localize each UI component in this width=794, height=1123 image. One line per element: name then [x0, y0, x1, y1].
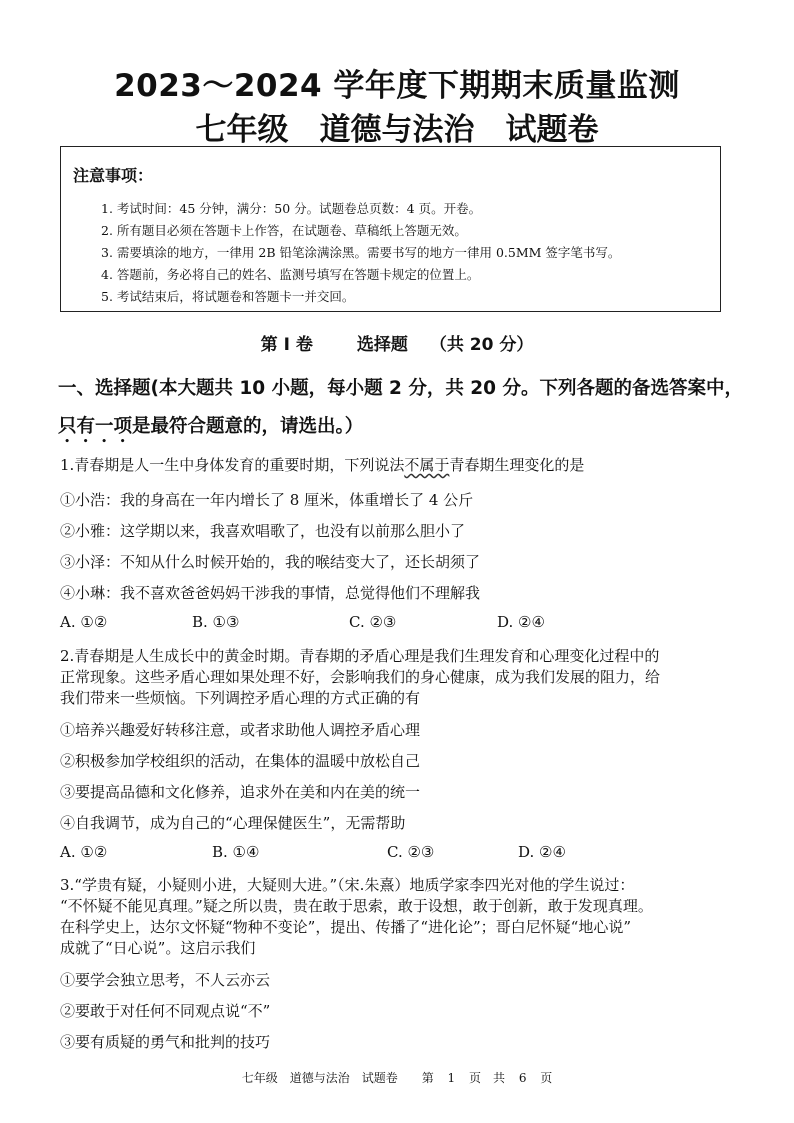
question-1-statement: ③小泽：不知从什么时候开始的，我的喉结变大了，还长胡须了 — [60, 553, 481, 571]
question-3-stem: “不怀疑不能见真理。”疑之所以贵，贵在敢于思索，敢于设想，敢于创新，敢于发现真理。 — [60, 897, 653, 915]
notice-item: 5. 考试结束后，将试题卷和答题卡一并交回。 — [101, 289, 355, 304]
notice-item: 4. 答题前，务必将自己的姓名、监测号填写在答题卡规定的位置上。 — [101, 267, 480, 282]
section-part: 第 I 卷 — [260, 335, 313, 355]
notice-box — [60, 146, 721, 312]
page-footer: 七年级 道德与法治 试题卷 第 1 页 共 6 页 — [241, 1071, 553, 1085]
question-3-stem: 3.“学贵有疑，小疑则小进，大疑则大进。”（宋.朱熹）地质学家李四光对他的学生说过： — [60, 876, 635, 894]
question-3-stem: 成就了“日心说”。这启示我们 — [60, 939, 256, 957]
emphasis-text: 不属于 — [404, 456, 450, 474]
question-2-statement: ④自我调节，成为自己的“心理保健医生”，无需帮助 — [60, 814, 406, 832]
question-1-option-c: C. ②③ — [349, 613, 397, 631]
question-1-statement: ④小琳：我不喜欢爸爸妈妈干涉我的事情，总觉得他们不理解我 — [60, 584, 481, 602]
part-heading-line1: 一、选择题(本大题共 10 小题，每小题 2 分，共 20 分。下列各题的备选答案中， — [58, 378, 743, 399]
question-2-stem: 2.青春期是人生成长中的黄金时期。青春期的矛盾心理是我们生理发育和心理变化过程中的 — [60, 647, 660, 665]
question-1-option-a: A. ①② — [60, 613, 108, 631]
question-2-option-b: B. ①④ — [212, 843, 260, 861]
exam-title-line1: 2023～2024 学年度下期期末质量监测 — [114, 68, 680, 104]
question-3-statement: ①要学会独立思考，不人云亦云 — [60, 971, 271, 989]
notice-item: 2. 所有题目必须在答题卡上作答，在试题卷、草稿纸上答题无效。 — [101, 223, 467, 238]
question-2-option-a: A. ①② — [60, 843, 108, 861]
notice-item: 3. 需要填涂的地方，一律用 2B 铅笔涂满涂黑。需要书写的地方一律用 0.5MM 签字笔书写。 — [101, 245, 621, 260]
question-1-option-d: D. ②④ — [497, 613, 545, 631]
emphasis-text: 只有一项 — [58, 416, 133, 437]
question-2-statement: ③要提高品德和文化修养，追求外在美和内在美的统一 — [60, 783, 421, 801]
section-title — [0, 330, 794, 355]
exam-title-line2: 七年级 道德与法治 试题卷 — [195, 112, 599, 148]
question-2-statement: ①培养兴趣爱好转移注意，或者求助他人调控矛盾心理 — [60, 721, 421, 739]
section-name: 选择题 — [356, 335, 408, 355]
notice-item: 1. 考试时间：45 分钟，满分：50 分。试题卷总页数：4 页。开卷。 — [101, 201, 482, 216]
question-2-option-c: C. ②③ — [387, 843, 435, 861]
question-1-statement: ①小浩：我的身高在一年内增长了 8 厘米，体重增长了 4 公斤 — [60, 491, 474, 509]
part-heading-line2: 只有一项是最符合题意的，请选出。） — [58, 416, 364, 437]
question-2-stem: 正常现象。这些矛盾心理如果处理不好，会影响我们的身心健康，成为我们发展的阻力，给 — [60, 668, 661, 686]
question-1-option-b: B. ①③ — [192, 613, 240, 631]
question-2-stem: 我们带来一些烦恼。下列调控矛盾心理的方式正确的有 — [60, 689, 421, 707]
question-3-statement: ③要有质疑的勇气和批判的技巧 — [60, 1033, 271, 1051]
question-1-statement: ②小雅：这学期以来，我喜欢唱歌了，也没有以前那么胆小了 — [60, 522, 466, 540]
question-2-statement: ②积极参加学校组织的活动，在集体的温暖中放松自己 — [60, 752, 421, 770]
question-3-stem: 在科学史上，达尔文怀疑“物种不变论”，提出、传播了“进化论”；哥白尼怀疑“地心说” — [60, 918, 632, 936]
question-2-option-d: D. ②④ — [518, 843, 566, 861]
notice-title: 注意事项： — [73, 166, 154, 185]
section-score: （共 20 分） — [429, 335, 534, 355]
question-1-stem: 1.青春期是人一生中身体发育的重要时期，下列说法不属于青春期生理变化的是 — [60, 456, 585, 474]
question-3-statement: ②要敢于对任何不同观点说“不” — [60, 1002, 271, 1020]
